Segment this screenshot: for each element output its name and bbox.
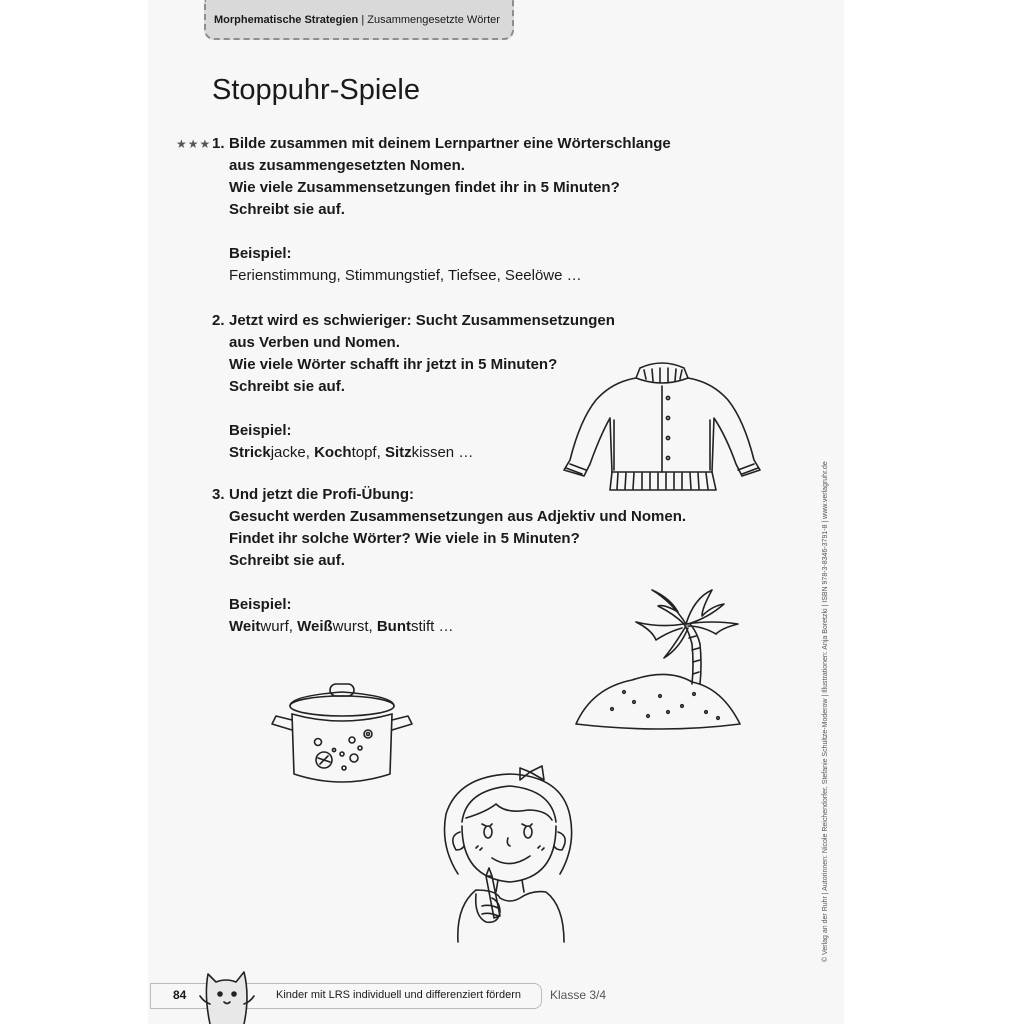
cat-mascot-illustration [196, 966, 258, 1024]
example-separator: … [454, 444, 474, 461]
example-stem: Bunt [376, 618, 411, 635]
example-separator: , [288, 618, 298, 635]
example-rest: jacke [270, 444, 306, 461]
example-stem: Sitz [384, 444, 412, 461]
example-rest: wurst [332, 618, 369, 635]
example-rest: topf [351, 444, 377, 461]
header-tab [204, 0, 514, 40]
example-text: Ferienstimmung, Stimmungstief, Tiefsee, Seelöwe … [229, 267, 582, 284]
task-number: 2. [212, 312, 225, 329]
sweater-illustration [560, 360, 765, 495]
header-topic: Zusammengesetzte Wörter [367, 14, 500, 26]
example-separator: … [434, 618, 454, 635]
girl-with-pencil-illustration [436, 766, 584, 944]
example-rest: kissen [411, 444, 455, 461]
task-line: Wie viele Zusammensetzungen findet ihr in 5 Minuten? [229, 179, 620, 196]
example-stem: Weit [229, 618, 261, 635]
header-section: Morphematische Strategien [214, 14, 359, 26]
example-rest: wurf [260, 618, 289, 635]
task-line: Jetzt wird es schwieriger: Sucht Zusammensetzungen [229, 312, 615, 329]
task-line: Schreibt sie auf. [229, 378, 345, 395]
grade-label: Klasse 3/4 [550, 988, 607, 1002]
example-rest: stift [411, 618, 435, 635]
task-2 [212, 310, 615, 464]
cooking-pot-illustration [268, 678, 416, 790]
header-separator: | [358, 14, 368, 26]
task-line: Schreibt sie auf. [229, 201, 345, 218]
page-number: 84 [173, 988, 187, 1002]
task-line: Wie viele Wörter schafft ihr jetzt in 5 Minuten? [229, 356, 558, 373]
task-line: Schreibt sie auf. [229, 552, 345, 569]
task-line: Findet ihr solche Wörter? Wie viele in 5 Minuten? [229, 530, 580, 547]
task-number: 1. [212, 135, 225, 152]
task-line: aus zusammengesetzten Nomen. [229, 157, 465, 174]
example-label: Beispiel: [229, 422, 292, 439]
task-line: Bilde zusammen mit deinem Lernpartner eine Wörterschlange [229, 135, 671, 152]
book-title: Kinder mit LRS individuell und differenziert fördern [276, 989, 521, 1001]
example-stem: Weiß [297, 618, 333, 635]
example-separator: , [305, 444, 315, 461]
task-line: Gesucht werden Zusammensetzungen aus Adjektiv und Nomen. [229, 508, 687, 525]
example-label: Beispiel: [229, 596, 292, 613]
example-label: Beispiel: [229, 245, 292, 262]
example-separator: , [368, 618, 377, 635]
palm-island-illustration [572, 584, 747, 734]
example-stem: Strick [229, 444, 271, 461]
task-number: 3. [212, 486, 225, 503]
task-line: aus Verben und Nomen. [229, 334, 400, 351]
example-text [229, 442, 615, 464]
difficulty-stars: ★★★ [176, 137, 212, 151]
task-1 [212, 133, 671, 287]
example-separator: , [376, 444, 385, 461]
example-stem: Koch [314, 444, 352, 461]
side-credit: © Verlag an der Ruhr | Autorinnen: Nicole Reichendorfer, Stefanie Schultze-Moderow | Illustrationen: Anja Boretzki | ISBN 978-3-8346-3791-8 | www.verlagruhr.de [822, 461, 829, 962]
task-line: Und jetzt die Profi-Übung: [229, 486, 414, 503]
page-title: Stoppuhr-Spiele [212, 74, 420, 106]
